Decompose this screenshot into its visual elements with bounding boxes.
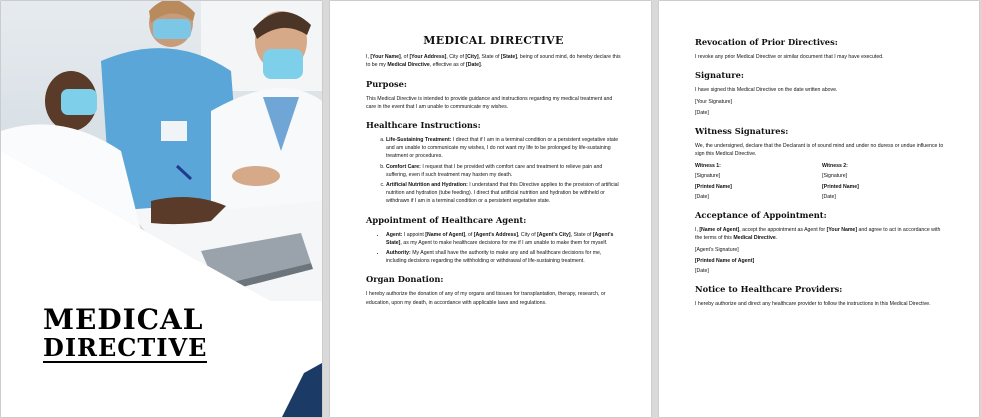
organ-donation-text: I hereby authorize the donation of any of my organs and tissues for transplantation, therapy, research, or education, upon my death, in accordance with applicable laws and regulations. xyxy=(366,291,606,306)
directive-page-1 xyxy=(330,1,651,417)
list-item: • Agent: I appoint [Name of Agent], of [Agent's Address], City of [Agent's City], State of [Agent's State], as my Agent to make healthcare decisions for me if I am unable to make them for myself. xyxy=(386,231,621,247)
witness1-date: [Date] xyxy=(695,193,709,200)
organ-donation-heading: Organ Donation: xyxy=(366,274,444,285)
directive-page-2 xyxy=(659,1,979,417)
revocation-heading: Revocation of Prior Directives: xyxy=(695,37,838,47)
purpose-heading: Purpose: xyxy=(366,78,407,89)
healthcare-instructions-heading: Healthcare Instructions: xyxy=(366,120,481,131)
cover-title-line2: DIRECTIVE xyxy=(43,333,208,362)
agent-signature-placeholder: [Agent's Signature] xyxy=(695,247,739,254)
witness-text: We, the undersigned, declare that the Declarant is of sound mind and under no duress or undue influence to sign this Medical Directive. xyxy=(695,142,944,158)
list-item: c. Artificial Nutrition and Hydration: I understand that this Directive applies to the provision of artificial nutrition and hydration (tube feeding). I direct that artificial nutrition and hydration be withheld or withdrawn if I am in a terminal condition or a persistent vegetative state. xyxy=(386,181,621,206)
witness1-printed-name: [Printed Name] xyxy=(695,183,732,190)
your-signature-placeholder: [Your Signature] xyxy=(695,99,733,106)
witness2-label: Witness 2: xyxy=(822,163,848,170)
agent-date-placeholder: [Date] xyxy=(695,267,709,274)
agent-heading: Appointment of Healthcare Agent: xyxy=(366,214,527,225)
signature-heading: Signature: xyxy=(695,70,744,81)
witness2-printed-name: [Printed Name] xyxy=(822,183,859,190)
cover-title xyxy=(43,303,208,363)
cover-photo-doctors xyxy=(1,1,322,301)
list-item: • Authority: My Agent shall have the authority to make any and all healthcare decisions for me, including decisions regarding the withholding or withdrawal of life-sustaining treatment. xyxy=(386,249,621,265)
page2-body xyxy=(695,29,949,312)
revocation-text: I revoke any prior Medical Directive or similar document that I may have executed. xyxy=(695,54,884,60)
agent-printed-name-placeholder: [Printed Name of Agent] xyxy=(695,257,755,264)
cover-page xyxy=(1,1,322,417)
agent-list xyxy=(366,231,621,266)
witness1-signature: [Signature] xyxy=(695,173,721,180)
corner-accent-shape xyxy=(282,363,322,417)
witness2-signature: [Signature] xyxy=(822,173,848,180)
acceptance-heading: Acceptance of Appointment: xyxy=(695,210,827,221)
signature-date-placeholder: [Date] xyxy=(695,109,709,116)
list-item: a. Life-Sustaining Treatment: I direct that if I am in a terminal condition or a persistent vegetative state and am unable to communicate my wishes, I do not want my life to be prolonged by life-sustaining treatment or procedures. xyxy=(386,136,621,161)
witness-grid xyxy=(695,162,949,201)
intro-paragraph: I, [Your Name], of [Your Address], City of [City], State of [State], being of sound mind, do hereby declare this to be my Medical Directive, effective as of [Date]. xyxy=(366,54,621,69)
document-heading: MEDICAL DIRECTIVE xyxy=(423,34,564,47)
witness-heading: Witness Signatures: xyxy=(695,125,789,136)
page1-body xyxy=(366,34,621,311)
list-item: b. Comfort Care: I request that I be provided with comfort care and treatment to relieve pain and suffering, even if such treatment may hasten my death. xyxy=(386,163,621,179)
purpose-text: This Medical Directive is intended to provide guidance and instructions regarding my medical treatment and care in the event that I am unable to communicate my wishes. xyxy=(366,95,613,110)
witness1-label: Witness 1: xyxy=(695,163,721,170)
cover-title-line1: MEDICAL xyxy=(43,303,204,336)
notice-heading: Notice to Healthcare Providers: xyxy=(695,284,843,295)
notice-text: I hereby authorize and direct any healthcare provider to follow the instructions in this Medical Directive. xyxy=(695,301,931,308)
witness2-date: [Date] xyxy=(822,193,836,200)
healthcare-instructions-list xyxy=(366,136,621,206)
signature-text: I have signed this Medical Directive on the date written above. xyxy=(695,87,838,94)
acceptance-text: I, [Name of Agent], accept the appointment as Agent for [Your Name] and agree to act in accordance with the terms of this Medical Directive. xyxy=(695,227,941,242)
